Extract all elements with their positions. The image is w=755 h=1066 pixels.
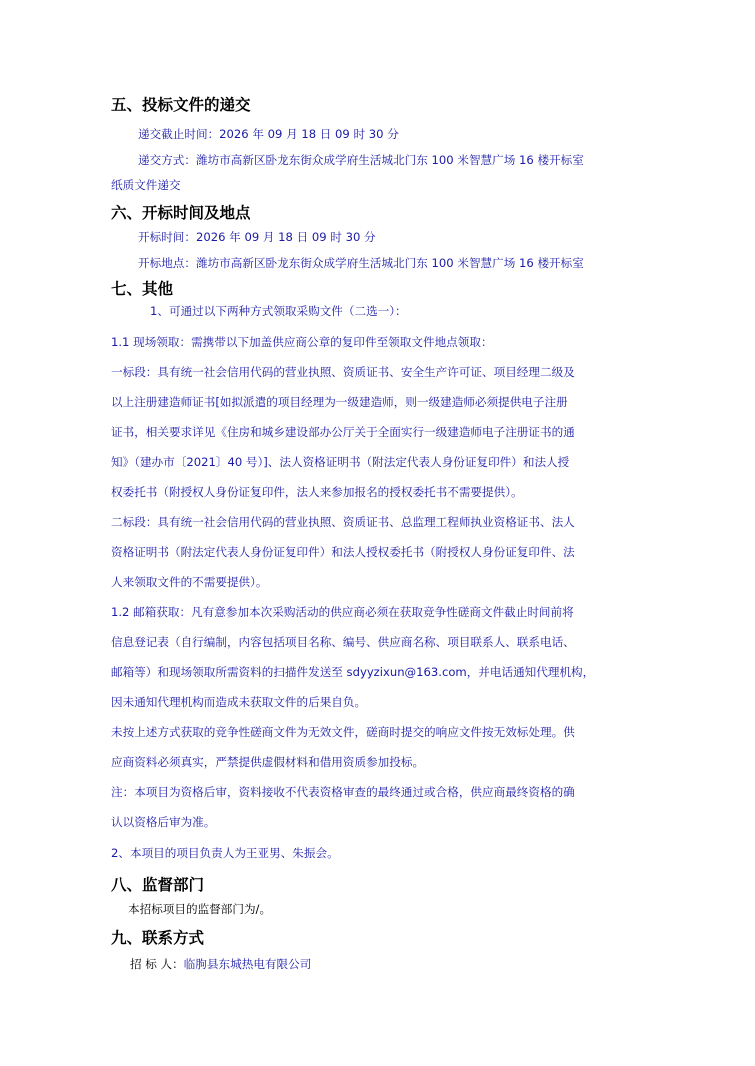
other-item-1: 1、可通过以下两种方式领取采购文件（二选一）：	[150, 304, 407, 318]
submission-method: 递交方式：潍坊市高新区卧龙东街众成学府生活城北门东 100 米智慧广场 16 楼开标室	[138, 153, 584, 167]
submission-method-cont: 纸质文件递交	[111, 178, 181, 192]
lot-1-line: 一标段：具有统一社会信用代码的营业执照、资质证书、安全生产许可证、项目经理二级及	[111, 365, 575, 379]
section-9-heading: 九、联系方式	[111, 929, 205, 947]
email-pickup-line: 因未通知代理机构而造成未获取文件的后果自负。	[111, 695, 367, 709]
note-line: 认以资格后审为准。	[111, 815, 216, 829]
supervision-text: 本招标项目的监督部门为/。	[128, 902, 272, 916]
opening-time: 开标时间：2026 年 09 月 18 日 09 时 30 分	[138, 230, 376, 244]
invalid-file-line: 应商资料必须真实，严禁提供虚假材料和借用资质参加投标。	[111, 755, 425, 769]
invalid-file-line: 未按上述方式获取的竞争性磋商文件为无效文件，磋商时提交的响应文件按无效标处理。供	[111, 725, 575, 739]
email-pickup-line: 邮箱等）和现场领取所需资料的扫描件发送至 sdyyzixun@163.com，并电话通知代理机构，	[111, 665, 595, 679]
tenderer-row	[130, 956, 311, 972]
section-8-heading: 八、监督部门	[111, 876, 205, 894]
lot-2-line: 人来领取文件的不需要提供）。	[111, 575, 268, 589]
note-line: 注：本项目为资格后审，资料接收不代表资格审查的最终通过或合格，供应商最终资格的确	[111, 785, 575, 799]
email-pickup-line: 1.2 邮箱获取：凡有意参加本次采购活动的供应商必须在获取竞争性磋商文件截止时间前将	[111, 605, 574, 619]
email-pickup-line: 信息登记表（自行编制，内容包括项目名称、编号、供应商名称、项目联系人、联系电话、	[111, 635, 575, 649]
other-item-2: 2、本项目的项目负责人为王亚男、朱振会。	[111, 846, 339, 860]
tenderer-label: 招 标 人：	[130, 957, 184, 971]
opening-place: 开标地点：潍坊市高新区卧龙东街众成学府生活城北门东 100 米智慧广场 16 楼开标室	[138, 256, 584, 270]
onsite-pickup-paragraph: 1.1 现场领取：需携带以下加盖供应商公章的复印件至领取文件地点领取：	[111, 335, 493, 349]
lot-2-line: 二标段：具有统一社会信用代码的营业执照、资质证书、总监理工程师执业资格证书、法人	[111, 515, 575, 529]
lot-1-line: 权委托书（附授权人身份证复印件，法人来参加报名的授权委托书不需要提供）。	[111, 485, 523, 499]
section-5-heading: 五、投标文件的递交	[111, 96, 251, 114]
section-7-heading: 七、其他	[111, 280, 174, 298]
lot-1-line: 以上注册建造师证书[如拟派遣的项目经理为一级建造师，则一级建造师必须提供电子注册	[111, 395, 568, 409]
lot-1-line: 证书，相关要求详见《住房和城乡建设部办公厅关于全面实行一级建造师电子注册证书的通	[111, 425, 575, 439]
lot-2-line: 资格证明书（附法定代表人身份证复印件）和法人授权委托书（附授权人身份证复印件、法	[111, 545, 575, 559]
submission-deadline: 递交截止时间：2026 年 09 月 18 日 09 时 30 分	[138, 127, 399, 141]
lot-1-line: 知》（建办市〔2021〕40 号）]、法人资格证明书（附法定代表人身份证复印件）和法人授	[111, 455, 570, 469]
tenderer-value: 临朐县东城热电有限公司	[183, 957, 312, 971]
section-6-heading: 六、开标时间及地点	[111, 204, 251, 222]
